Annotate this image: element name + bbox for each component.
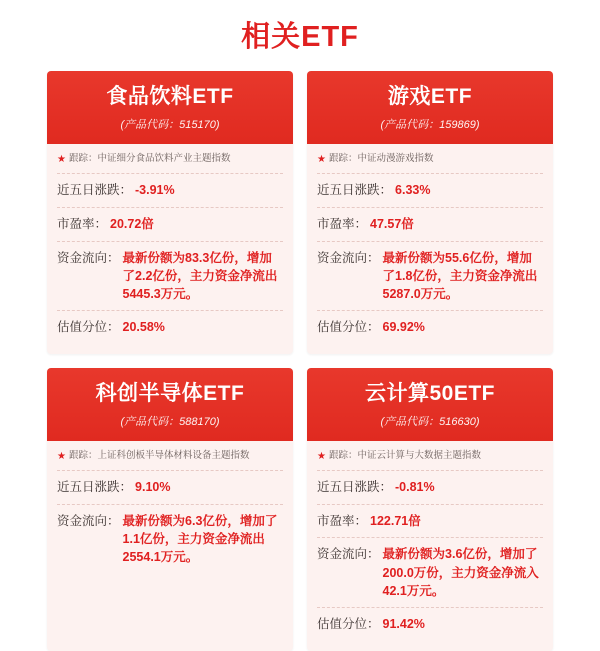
etf-track-value: 中证云计算与大数据主题指数 [357,449,481,461]
etf-change5d-label: 近五日涨跌： [317,183,393,198]
etf-flow-row [317,242,543,311]
etf-card[interactable] [307,368,553,651]
etf-code-suffix: ) [215,415,220,428]
etf-track-row [317,153,543,174]
etf-change5d-value: -3.91% [135,183,175,198]
etf-name: 云计算50ETF [364,381,496,405]
star-icon: ★ [317,154,326,166]
etf-valuation-value: 91.42% [382,616,425,631]
star-icon: ★ [317,450,326,462]
etf-card-header [307,368,553,441]
etf-track-value: 上证科创板半导体材料设备主题指数 [97,449,250,461]
etf-track-label: 跟踪： [68,449,98,461]
etf-change5d-value: -0.81% [395,479,435,494]
etf-pe-label: 市盈率： [317,513,368,528]
etf-change5d-label: 近五日涨跌： [57,479,133,494]
etf-pe-value: 122.71倍 [370,513,421,528]
etf-valuation-row [317,311,543,344]
etf-track-label: 跟踪： [328,449,358,461]
etf-flow-row [57,242,283,311]
etf-flow-row [57,505,283,573]
etf-valuation-value: 20.58% [122,320,165,335]
etf-track-label: 跟踪： [68,153,98,165]
etf-pe-label: 市盈率： [57,216,108,231]
etf-card-body [47,144,293,354]
etf-valuation-label: 估值分位： [317,320,380,335]
star-icon: ★ [57,154,66,166]
etf-card-body [47,441,293,651]
etf-code [313,116,547,132]
etf-card-header [307,71,553,144]
etf-pe-value: 20.72倍 [110,216,154,231]
etf-code-value: 516630 [439,415,476,428]
etf-code-suffix: ) [215,119,220,132]
etf-name: 食品饮料ETF [106,85,234,108]
etf-flow-value: 最新份额为6.3亿份，增加了1.1亿份，主力资金净流出2554.1万元。 [122,513,278,564]
etf-name: 科创半导体ETF [95,381,245,405]
etf-flow-label: 资金流向： [317,250,380,265]
page-title: 相关ETF [241,21,359,53]
etf-change5d-row [317,174,543,208]
etf-code-suffix: ) [475,119,480,132]
etf-track-row [57,450,283,471]
etf-track-value: 中证动漫游戏指数 [357,153,434,165]
etf-valuation-label: 估值分位： [317,616,380,631]
etf-name: 游戏ETF [387,85,473,108]
etf-track-row [57,153,283,174]
etf-flow-label: 资金流向： [317,547,380,562]
etf-code [53,116,287,132]
etf-pe-row [57,208,283,242]
etf-valuation-label: 估值分位： [57,320,120,335]
etf-card[interactable] [307,71,553,354]
etf-change5d-label: 近五日涨跌： [317,479,393,494]
etf-flow-value: 最新份额为3.6亿份，增加了200.0万份，主力资金净流入42.1万元。 [382,547,539,598]
etf-code [313,413,547,429]
etf-card-header [47,71,293,144]
etf-pe-row [317,505,543,539]
etf-code-value: 159869 [439,119,476,132]
star-icon: ★ [57,450,66,462]
etf-valuation-value: 69.92% [382,320,425,335]
etf-pe-label: 市盈率： [317,216,368,231]
etf-flow-value: 最新份额为83.3亿份，增加了2.2亿份，主力资金净流出5445.3万元。 [122,250,278,301]
etf-card-header [47,368,293,441]
etf-code-prefix: (产品代码： [120,415,180,428]
etf-pe-row [317,208,543,242]
etf-card-body [307,441,553,651]
etf-card[interactable] [47,368,293,651]
etf-track-value: 中证细分食品饮料产业主题指数 [97,153,231,165]
etf-code-value: 588170 [179,415,216,428]
etf-flow-value: 最新份额为55.6亿份，增加了1.8亿份，主力资金净流出5287.0万元。 [382,250,538,301]
etf-code-suffix: ) [475,415,480,428]
etf-flow-row [317,538,543,607]
etf-card[interactable] [47,71,293,354]
etf-card-body [307,144,553,354]
etf-flow-label: 资金流向： [57,513,120,528]
etf-change5d-value: 9.10% [135,479,171,494]
etf-valuation-row [317,608,543,641]
etf-code [53,413,287,429]
etf-track-label: 跟踪： [328,153,358,165]
etf-valuation-row [57,311,283,344]
etf-pe-value: 47.57倍 [370,216,414,231]
etf-change5d-value: 6.33% [395,183,431,198]
etf-change5d-row [317,471,543,505]
etf-flow-label: 资金流向： [57,250,120,265]
etf-code-prefix: (产品代码： [380,119,440,132]
etf-track-row [317,450,543,471]
etf-code-prefix: (产品代码： [120,119,180,132]
etf-change5d-row [57,471,283,505]
etf-code-value: 515170 [179,119,216,132]
etf-change5d-label: 近五日涨跌： [57,183,133,198]
etf-change5d-row [57,174,283,208]
etf-code-prefix: (产品代码： [380,415,440,428]
etf-card-grid [0,71,600,651]
